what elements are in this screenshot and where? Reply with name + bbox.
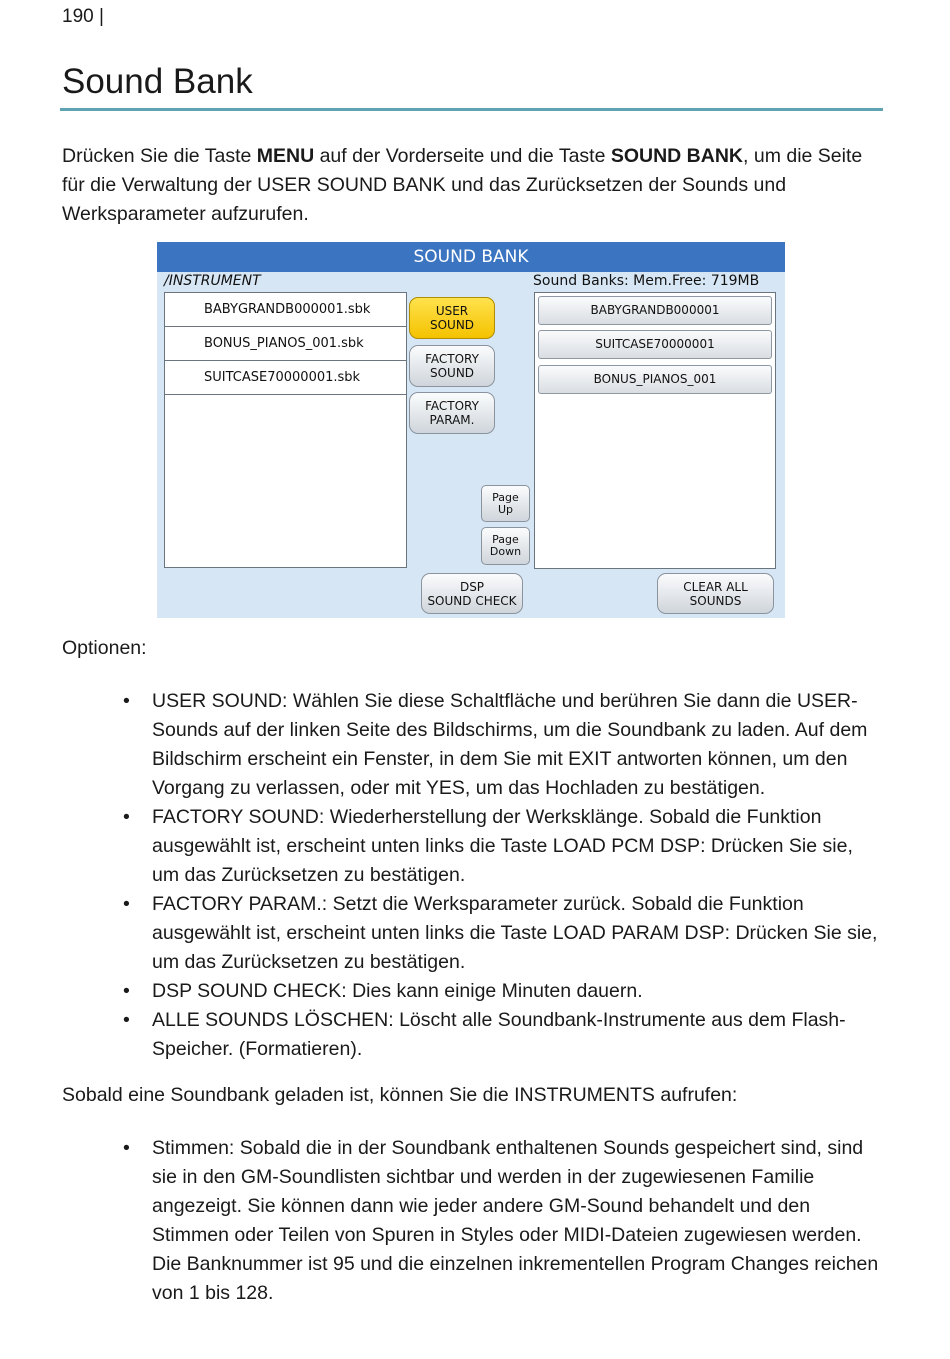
user-file-list: [164, 292, 407, 568]
intro-text-2: auf der Vorderseite und die Taste: [314, 145, 611, 167]
list-item: [62, 803, 884, 890]
instrument-path: /INSTRUMENT: [164, 273, 261, 289]
bullet-glyph: •: [123, 1009, 130, 1031]
option-text: FACTORY PARAM.: Setzt die Werksparameter zurück. Sobald die Funktion ausgewählt ist, erscheint unten links die Taste LOAD PARAM DSP: Drücken Sie sie, um das Zurücksetzen zu bestätigen.: [152, 893, 878, 973]
bullet-glyph: •: [123, 893, 130, 915]
options-list: [62, 687, 884, 1064]
dsp-sound-check-button[interactable]: [421, 573, 523, 614]
file-row[interactable]: BABYGRANDB000001.sbk: [165, 293, 406, 327]
page-up-button[interactable]: [481, 485, 530, 522]
instruments-list: [62, 1134, 884, 1308]
factory-param-button[interactable]: [409, 392, 495, 434]
intro-key-sound-bank: SOUND BANK: [610, 145, 744, 167]
memory-free-label: Sound Banks: Mem.Free: 719MB: [533, 273, 760, 289]
option-text: DSP SOUND CHECK: Dies kann einige Minuten dauern.: [152, 980, 643, 1002]
factory-sound-label-line2: SOUND: [429, 366, 475, 380]
page-down-label-line2: Down: [489, 545, 522, 558]
clear-all-sounds-button[interactable]: [657, 573, 774, 614]
bullet-glyph: •: [123, 690, 130, 712]
user-sound-button[interactable]: [409, 297, 495, 339]
page-up-label-line1: Page: [492, 490, 519, 504]
option-text: USER SOUND: Wählen Sie diese Schaltfläche und berühren Sie dann die USER-Sounds auf der linken Seite des Bildschirms, um die Soundbank zu laden. Auf dem Bildschirm erscheint ein Fenster, in dem Sie mit EXIT antworten können, um den Vorgang zu verlassen, oder mit YES, um das Hochladen zu bestätigen.: [152, 690, 868, 799]
page-title: Sound Bank: [62, 62, 253, 101]
sound-bank-list: [534, 292, 776, 569]
file-row[interactable]: BONUS_PIANOS_001.sbk: [165, 327, 406, 361]
instrument-text: Stimmen: Sobald die in der Soundbank enthaltenen Sounds gespeichert sind, sind sie in den GM-Soundlisten sichtbar und werden in der zugewiesenen Familie angezeigt. Sie können dann wie jeder andere GM-Sound behandelt und den Stimmen oder Teilen von Spuren in Styles oder MIDI-Dateien zugewiesen werden. Die Banknummer ist 95 und die einzelnen inkrementellen Program Changes reichen von 1 bis 128.: [152, 1137, 879, 1304]
page-up-label-line2: Up: [497, 502, 514, 516]
bullet-glyph: •: [123, 980, 130, 1002]
user-sound-label-line2: SOUND: [429, 318, 475, 332]
intro-text-3: , um die Seite für die Verwaltung der USER SOUND BANK und das Zurücksetzen der Sounds und Werksparameter aufzurufen.: [62, 145, 863, 225]
list-item: [62, 1134, 884, 1308]
title-underline: [60, 108, 883, 111]
option-text: FACTORY SOUND: Wiederherstellung der Werksklänge. Sobald die Funktion ausgewählt ist, erscheint unten links die Taste LOAD PCM DSP: Drücken Sie sie, um das Zurücksetzen zu bestätigen.: [152, 806, 853, 886]
instruments-intro: Sobald eine Soundbank geladen ist, können Sie die INSTRUMENTS aufrufen:: [62, 1084, 738, 1106]
list-item: [62, 687, 884, 803]
page-down-button[interactable]: [481, 527, 530, 565]
dsp-label-line2: SOUND CHECK: [427, 593, 517, 608]
list-item: [62, 890, 884, 977]
factory-sound-button[interactable]: [409, 345, 495, 387]
clear-label-line1: CLEAR ALL: [683, 579, 748, 594]
user-sound-label-line1: USER: [435, 304, 469, 318]
list-item: [62, 1006, 884, 1064]
intro-paragraph: [62, 142, 884, 229]
list-item: [62, 977, 884, 1006]
options-heading: Optionen:: [62, 637, 147, 659]
bank-item[interactable]: SUITCASE70000001: [538, 330, 772, 359]
bank-item[interactable]: BABYGRANDB000001: [538, 296, 772, 325]
factory-sound-label-line1: FACTORY: [425, 352, 479, 366]
clear-label-line2: SOUNDS: [689, 593, 742, 608]
intro-text-1: Drücken Sie die Taste: [62, 145, 257, 167]
sound-bank-screenshot: [157, 242, 785, 618]
page-number: 190 |: [62, 6, 104, 27]
dsp-label-line1: DSP: [459, 579, 485, 594]
intro-key-menu: MENU: [256, 145, 315, 167]
file-row[interactable]: SUITCASE70000001.sbk: [165, 361, 406, 395]
bullet-glyph: •: [123, 806, 130, 828]
bank-item[interactable]: BONUS_PIANOS_001: [538, 365, 772, 394]
screen-title: SOUND BANK: [157, 242, 785, 272]
page-down-label-line1: Page: [492, 533, 519, 546]
option-text: ALLE SOUNDS LÖSCHEN: Löscht alle Soundbank-Instrumente aus dem Flash-Speicher. (Formatieren).: [152, 1009, 846, 1060]
bullet-glyph: •: [123, 1137, 130, 1159]
factory-param-label-line2: PARAM.: [429, 413, 475, 427]
factory-param-label-line1: FACTORY: [425, 399, 479, 413]
